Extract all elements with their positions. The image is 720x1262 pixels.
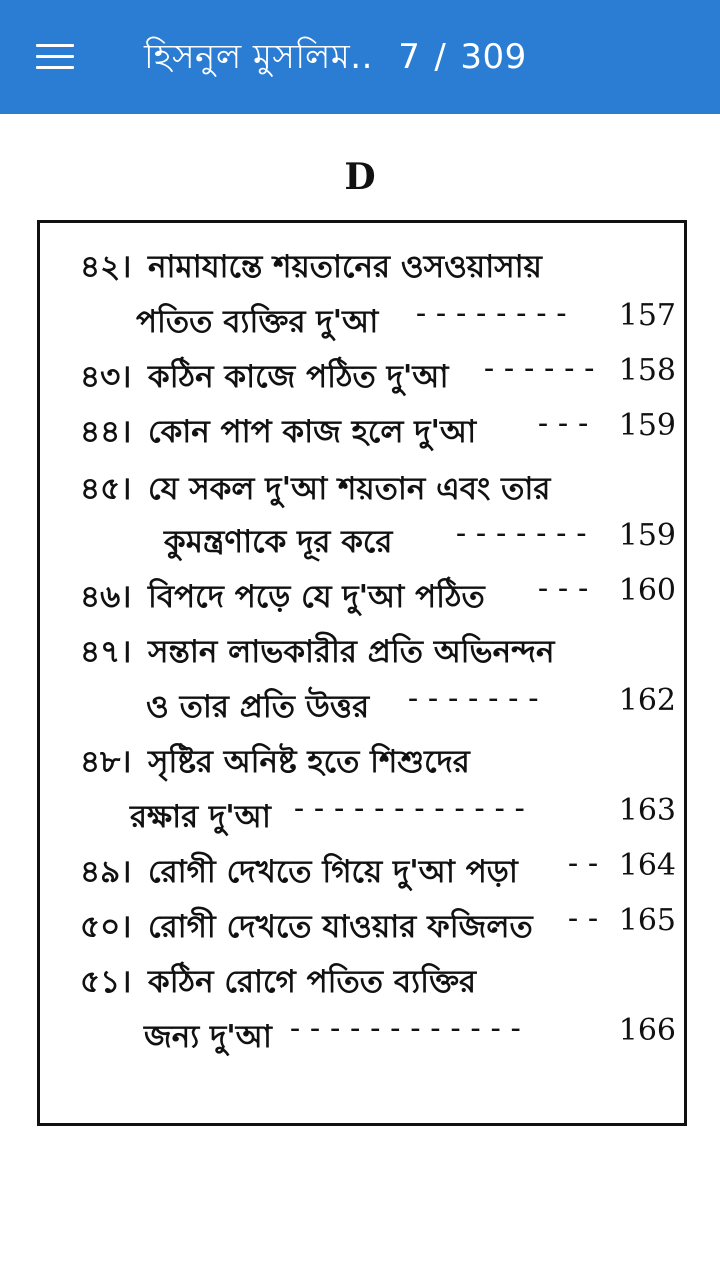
book-page[interactable]	[0, 114, 720, 1262]
entry-title-line2: কুমন্ত্রণাকে দূর করে	[164, 524, 393, 560]
toc-entry[interactable]	[40, 243, 690, 297]
current-page: 7	[398, 37, 421, 77]
leader-dashes: ---	[534, 571, 595, 606]
menu-icon-bar-top	[36, 44, 74, 47]
entry-number: ৪৫।	[80, 471, 132, 507]
page-number: 159	[618, 408, 676, 443]
app-title	[144, 34, 527, 80]
entry-title: বিপদে পড়ে যে দু'আ পঠিত	[148, 579, 485, 615]
menu-icon-bar-bottom	[36, 66, 74, 69]
leader-dashes: -------	[404, 681, 545, 716]
toc-entry[interactable]	[40, 408, 690, 462]
page-number: 157	[618, 298, 676, 333]
page-number: 165	[618, 903, 676, 938]
toc-entry[interactable]	[40, 903, 690, 957]
entry-title: নামাযান্তে শয়তানের ওসওয়াসায়	[148, 249, 542, 285]
menu-icon[interactable]	[36, 42, 76, 72]
app-bar	[0, 0, 720, 114]
toc-entry-continuation[interactable]	[40, 518, 690, 572]
leader-dashes: ------------	[290, 791, 531, 826]
page-number: 159	[618, 518, 676, 553]
leader-dashes: ------------	[286, 1011, 527, 1046]
menu-icon-bar-middle	[36, 55, 74, 58]
entry-title: কোন পাপ কাজ হলে দু'আ	[148, 414, 477, 450]
entry-title: যে সকল দু'আ শয়তান এবং তার	[148, 471, 551, 507]
leader-dashes: --------	[412, 296, 573, 331]
leader-dashes: --	[564, 901, 605, 936]
toc-entry-continuation[interactable]	[40, 793, 690, 847]
toc-entry[interactable]	[40, 353, 690, 407]
toc-entry-continuation[interactable]	[40, 683, 690, 737]
entry-title-line2: ও তার প্রতি উত্তর	[146, 689, 370, 725]
entry-title-line2: পতিত ব্যক্তির দু'আ	[136, 304, 379, 340]
entry-number: ৪২।	[80, 249, 132, 285]
page-number: 164	[618, 848, 676, 883]
entry-title: কঠিন কাজে পঠিত দু'আ	[148, 359, 449, 395]
section-letter: D	[344, 156, 376, 198]
leader-dashes: -------	[452, 516, 593, 551]
toc-entry[interactable]	[40, 465, 690, 519]
entry-title-line2: রক্ষার দু'আ	[130, 799, 271, 835]
toc-entry[interactable]	[40, 958, 690, 1012]
page-number: 163	[618, 793, 676, 828]
page-number: 160	[618, 573, 676, 608]
toc-entry[interactable]	[40, 573, 690, 627]
page-number: 158	[618, 353, 676, 388]
total-pages: 309	[460, 37, 527, 77]
entry-title: সৃষ্টির অনিষ্ট হতে শিশুদের	[148, 744, 470, 780]
toc-entry[interactable]	[40, 738, 690, 792]
entry-number: ৪৪।	[80, 414, 132, 450]
entry-number: ৪৯।	[80, 854, 132, 890]
entry-title: কঠিন রোগে পতিত ব্যক্তির	[148, 964, 477, 1000]
leader-dashes: --	[564, 846, 605, 881]
entry-number: ৪৩।	[80, 359, 132, 395]
table-of-contents	[37, 220, 687, 1126]
entry-title: রোগী দেখতে যাওয়ার ফজিলত	[148, 909, 533, 945]
book-title: হিসনুল মুসলিম..	[144, 37, 373, 77]
toc-entry-continuation[interactable]	[40, 1013, 690, 1067]
toc-entry[interactable]	[40, 848, 690, 902]
leader-dashes: ------	[480, 351, 601, 386]
entry-title: সন্তান লাভকারীর প্রতি অভিনন্দন	[148, 634, 555, 670]
leader-dashes: ---	[534, 406, 595, 441]
toc-entry[interactable]	[40, 628, 690, 682]
entry-number: ৪৭।	[80, 634, 132, 670]
entry-title: রোগী দেখতে গিয়ে দু'আ পড়া	[148, 854, 518, 890]
page-number: 166	[618, 1013, 676, 1048]
toc-entry-continuation[interactable]	[40, 298, 690, 352]
entry-number: ৪৮।	[80, 744, 132, 780]
page-number: 162	[618, 683, 676, 718]
entry-number: ৫০।	[80, 909, 132, 945]
entry-number: ৫১।	[80, 964, 132, 1000]
entry-number: ৪৬।	[80, 579, 132, 615]
entry-title-line2: জন্য দু'আ	[144, 1019, 272, 1055]
page-separator: /	[434, 37, 447, 77]
